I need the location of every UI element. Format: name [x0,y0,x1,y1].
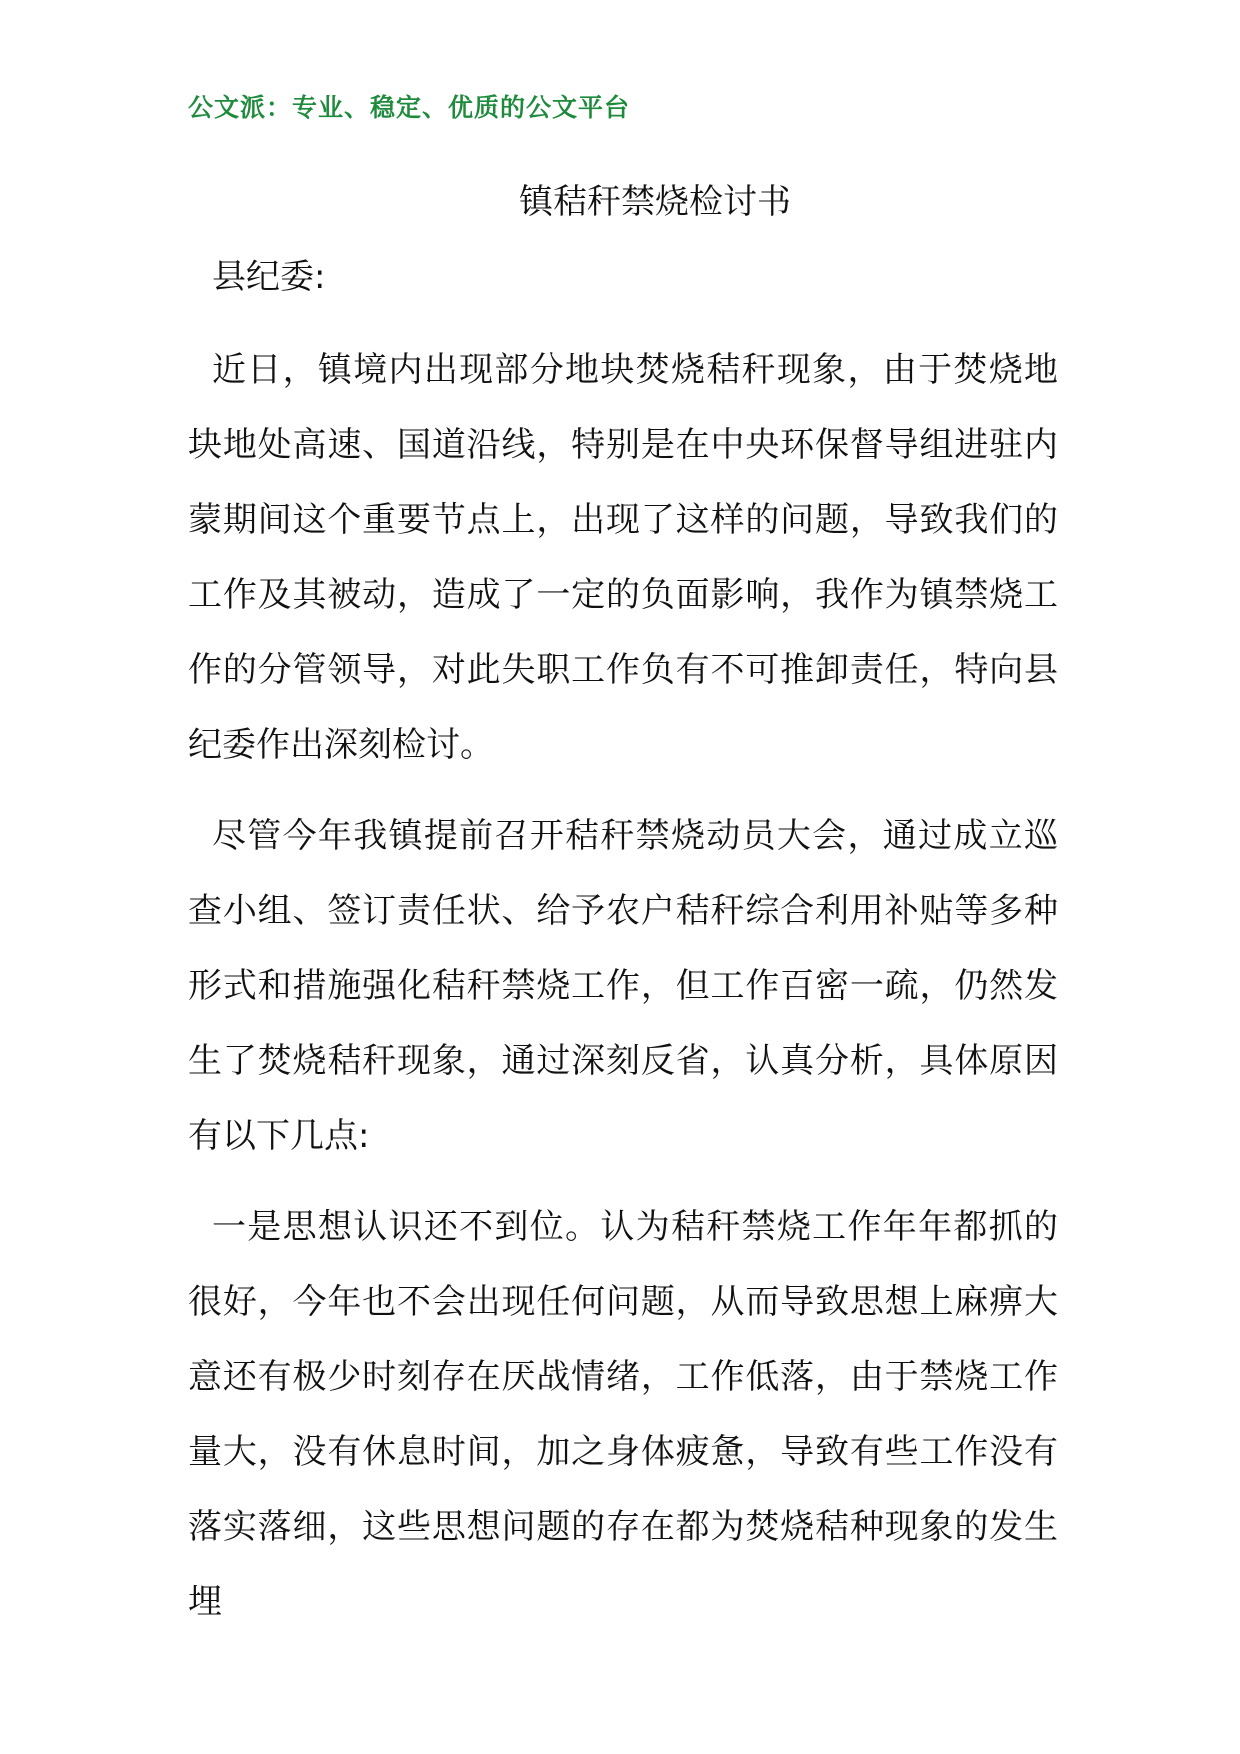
document-body [188,240,1058,1640]
paragraph-2: 尽管今年我镇提前召开秸秆禁烧动员大会，通过成立巡查小组、签订责任状、给予农户秸秆综合利用补贴等多种形式和措施强化秸秆禁烧工作，但工作百密一疏，仍然发生了焚烧秸秆现象，通过深刻反省，认真分析，具体原因有以下几点: [188,816,1058,1156]
paragraph-1: 近日，镇境内出现部分地块焚烧秸秆现象，由于焚烧地块地处高速、国道沿线，特别是在中央环保督导组进驻内蒙期间这个重要节点上，出现了这样的问题，导致我们的工作及其被动，造成了一定的负面影响，我作为镇禁烧工作的分管领导，对此失职工作负有不可推卸责任，特向县纪委作出深刻检讨。 [188,350,1058,765]
salutation: 县纪委: [212,257,326,297]
paragraph-3: 一是思想认识还不到位。认为秸秆禁烧工作年年都抓的很好，今年也不会出现任何问题，从而导致思想上麻痹大意还有极少时刻存在厌战情绪，工作低落，由于禁烧工作量大，没有休息时间，加之身体疲惫，导致有些工作没有落实落细，这些思想问题的存在都为焚烧秸种现象的发生埋 [188,1207,1058,1622]
header-banner: 公文派：专业、稳定、优质的公文平台 [188,93,631,122]
document-title: 镇秸秆禁烧检讨书 [519,182,791,222]
